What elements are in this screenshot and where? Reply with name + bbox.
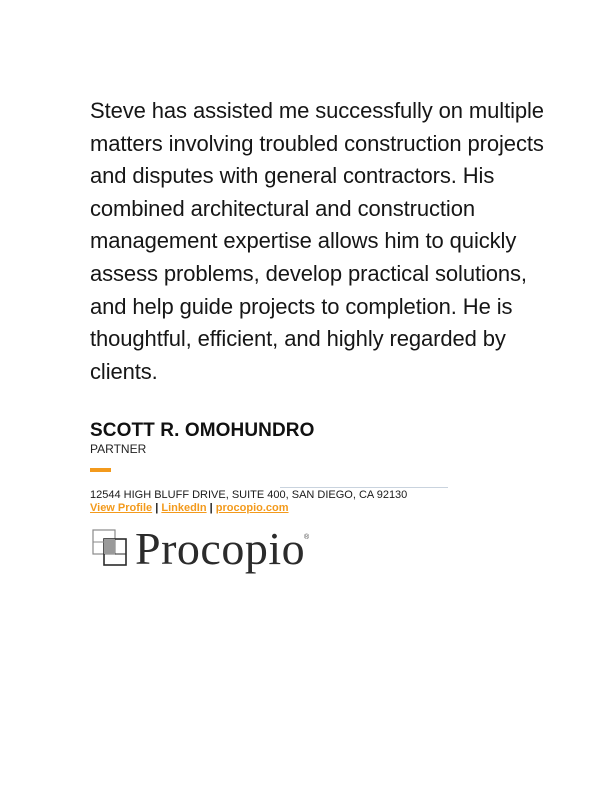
procopio-logo xyxy=(90,524,320,578)
procopio-logo-mark-icon xyxy=(90,524,130,576)
testimonial-line: and help guide projects to completion. He is xyxy=(90,293,513,319)
testimonial-line: and disputes with general contractors. His xyxy=(90,163,495,189)
signature-address-text: 12544 HIGH BLUFF DRIVE, SUITE 400, SAN DIEGO, CA 92130 xyxy=(90,489,408,501)
link-separator: | xyxy=(155,502,162,514)
signature-links xyxy=(90,502,560,515)
testimonial-line: clients. xyxy=(90,358,158,384)
testimonial-line: thoughtful, efficient, and highly regarded by xyxy=(90,326,506,352)
testimonial-line: Steve has assisted me successfully on multiple xyxy=(90,98,544,123)
email-signature xyxy=(90,420,560,515)
linkedin-link[interactable]: LinkedIn xyxy=(161,502,207,514)
registered-mark: ® xyxy=(304,534,310,541)
testimonial-line: matters involving troubled construction projects xyxy=(90,130,544,156)
testimonial-line: management expertise allows him to quickly xyxy=(90,228,517,254)
testimonial-quote xyxy=(90,95,560,388)
procopio-website-link[interactable]: procopio.com xyxy=(215,502,289,514)
signature-accent-rule xyxy=(90,468,111,472)
signature-title: PARTNER xyxy=(90,442,147,456)
signature-name: SCOTT R. OMOHUNDRO xyxy=(90,420,315,441)
signature-address xyxy=(90,489,560,502)
view-profile-link[interactable]: View Profile xyxy=(90,502,153,514)
testimonial-line: assess problems, develop practical solutions, xyxy=(90,260,527,286)
link-separator: | xyxy=(209,502,216,514)
testimonial-line: combined architectural and construction xyxy=(90,195,475,221)
faint-divider xyxy=(280,487,448,488)
logo-wordmark: Procopio xyxy=(135,523,306,574)
